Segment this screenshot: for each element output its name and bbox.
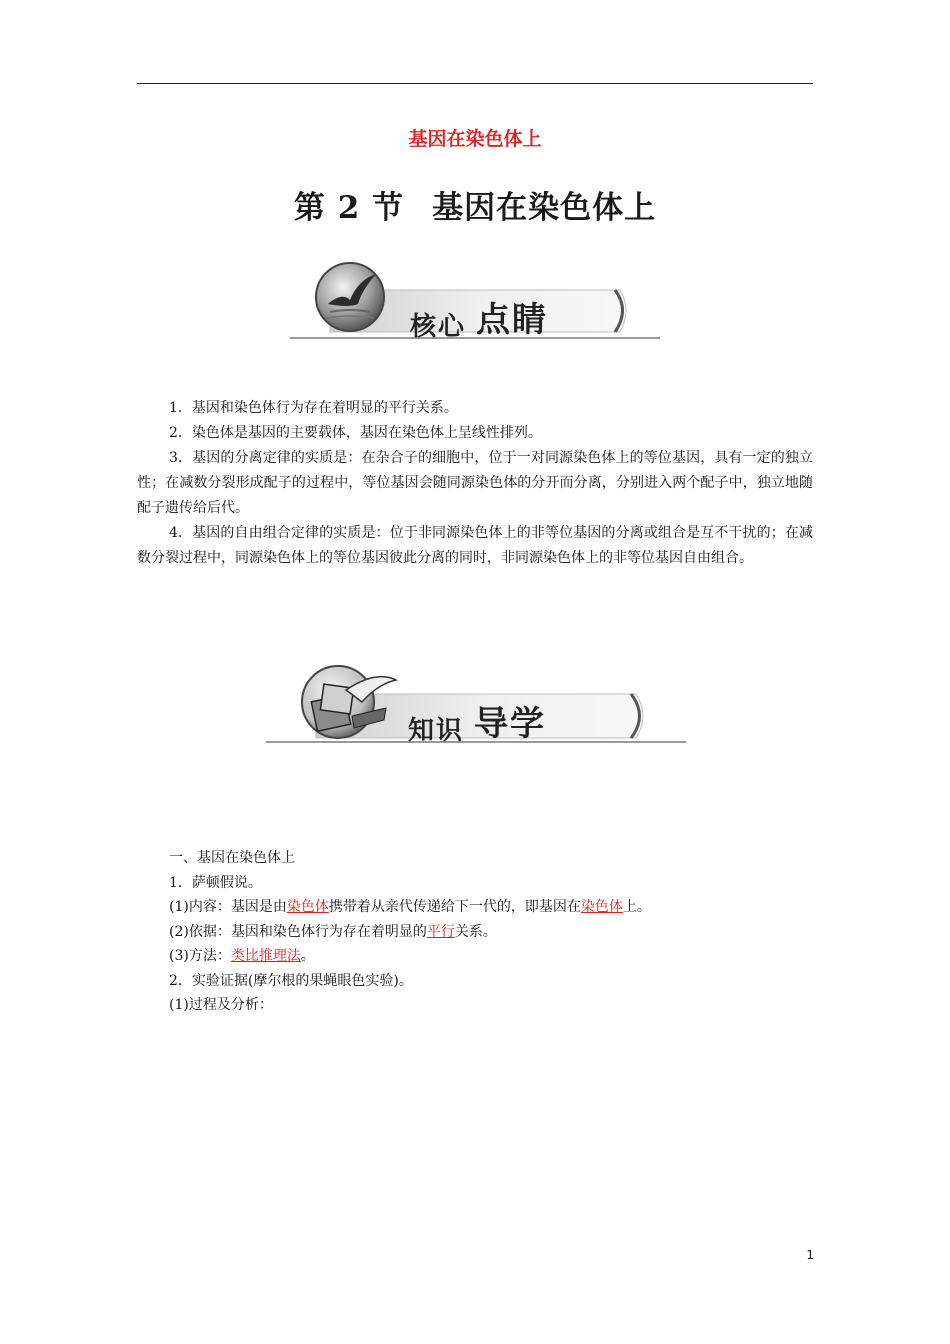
guide-item-2: 2．实验证据(摩尔根的果蝇眼色实验)。 [169, 972, 413, 989]
guide-item-1: 1．萨顿假说。 [169, 874, 262, 891]
guide-content [137, 895, 813, 920]
content-blank-1: 染色体 [286, 899, 329, 915]
method-suffix: 。 [300, 948, 315, 964]
basis-prefix: (2)依据：基因和染色体行为存在着明显的 [169, 923, 427, 940]
core-banner [290, 252, 660, 342]
banner2-label-a: 知识 [408, 716, 465, 746]
basis-suffix: 关系。 [454, 923, 497, 940]
guide-section [137, 846, 813, 1018]
section-title: 基因在染色体上 [432, 190, 657, 226]
content-prefix: (1)内容：基因是由 [169, 899, 287, 915]
guide-method [137, 944, 813, 969]
method-blank: 类比推理法 [230, 948, 301, 964]
banner1-label-a: 核心 [410, 312, 467, 342]
core-point-2: 2．染色体是基因的主要载体，基因在染色体上呈线性排列。 [169, 425, 542, 441]
core-points [137, 396, 813, 571]
core-point-4: 4．基因的自由组合定律的实质是：位于非同源染色体上的非等位基因的分离或组合是互不干扰的；在减数分裂过程中，同源染色体上的等位基因彼此分离的同时，非同源染色体上的非等位基因自由组合。 [137, 525, 813, 566]
guide-basis [137, 920, 813, 945]
banner2-label-b: 导学 [474, 704, 547, 744]
basis-blank: 平行 [426, 923, 455, 940]
method-prefix: (3)方法： [169, 948, 231, 964]
core-point-3: 3．基因的分离定律的实质是：在杂合子的细胞中，位于一对同源染色体上的等位基因，具有一定的独立性；在减数分裂形成配子的过程中，等位基因会随同源染色体的分开而分离，分别进入两个配子中，独立地随配子遗传给后代。 [137, 450, 813, 516]
content-suffix: 上。 [622, 899, 651, 915]
content-blank-2: 染色体 [580, 899, 623, 915]
page-number: 1 [806, 1248, 814, 1262]
guide-banner [266, 650, 686, 746]
section-number: 第 2 节 [293, 190, 405, 226]
guide-process: (1)过程及分析： [169, 997, 273, 1013]
header-rule [137, 83, 813, 84]
guide-heading: 一、基因在染色体上 [169, 850, 295, 866]
core-point-1: 1．基因和染色体行为存在着明显的平行关系。 [169, 400, 458, 416]
section-heading [0, 182, 950, 227]
document-title: 基因在染色体上 [408, 128, 542, 150]
banner1-label-b: 点睛 [476, 300, 549, 340]
content-mid: 携带着从亲代传递给下一代的，即基因在 [328, 899, 581, 915]
